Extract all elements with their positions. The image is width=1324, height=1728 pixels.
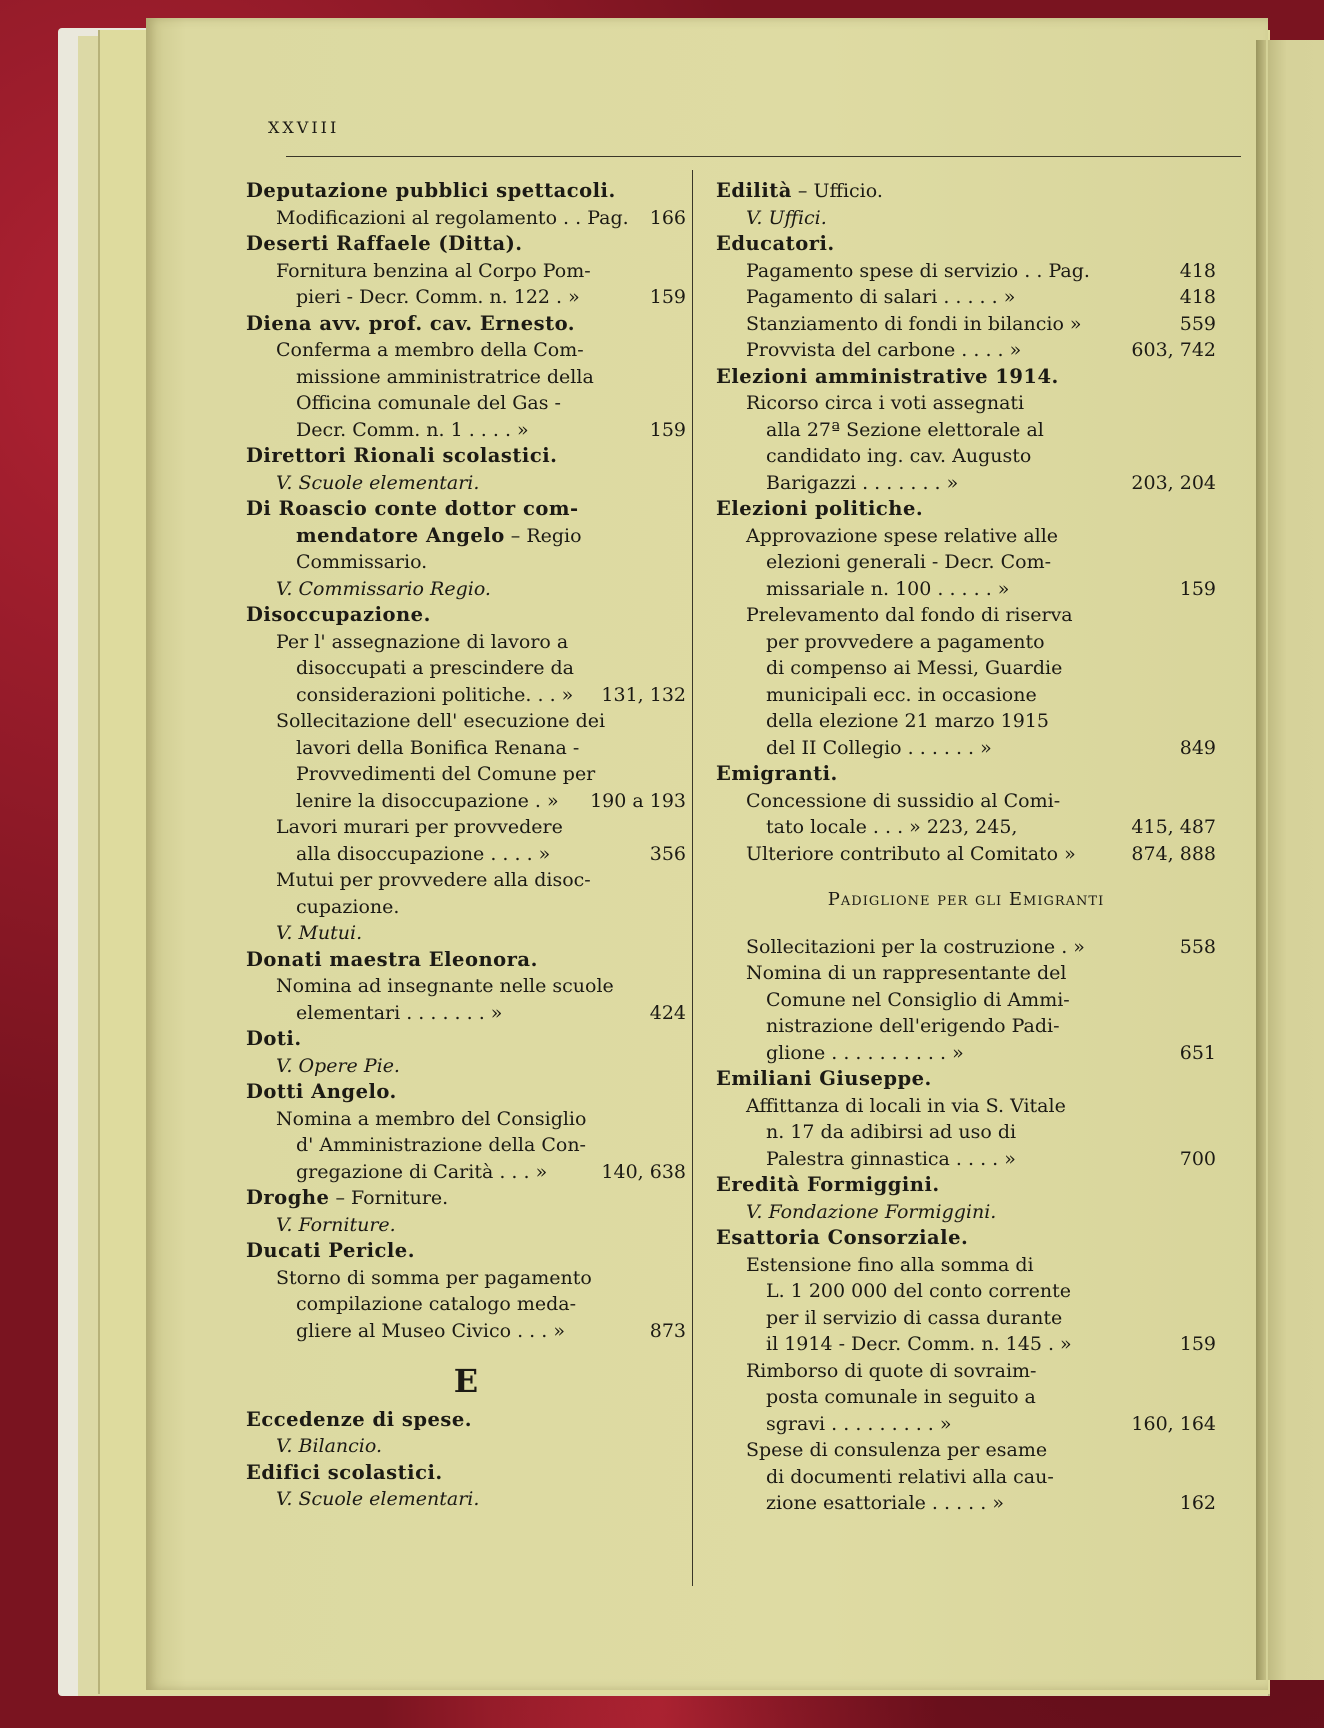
entry-text: per provvedere a pagamento xyxy=(766,630,1045,653)
index-entry xyxy=(716,231,1216,364)
entry-text: n. 17 da adibirsi ad uso di xyxy=(766,1121,1017,1143)
entry-heading: mendatore Angelo xyxy=(296,523,505,547)
entry-text: Estensione fino alla somma di xyxy=(746,1253,1034,1276)
entry-line xyxy=(246,1318,686,1345)
entry-heading: Emigranti. xyxy=(716,762,838,785)
entry-line xyxy=(716,549,1216,576)
entry-heading: Donati maestra Eleonora. xyxy=(246,947,538,971)
cross-reference: V. Scuole elementari. xyxy=(276,471,480,494)
page-reference: 166 xyxy=(649,206,686,229)
cross-reference: V. Uffici. xyxy=(746,206,827,229)
entry-heading: Diena avv. prof. cav. Ernesto. xyxy=(246,311,576,335)
page-reference: 651 xyxy=(1179,1041,1216,1064)
entry-text: alla disoccupazione . . . . » xyxy=(296,842,551,865)
entry-text: considerazioni politiche. . . » xyxy=(296,683,574,706)
page-reference: 603, 742 xyxy=(1131,339,1216,361)
entry-heading-line xyxy=(716,1066,1216,1093)
entry-heading: Emiliani Giuseppe. xyxy=(716,1067,932,1090)
page-number: XXVIII xyxy=(268,118,340,137)
entry-text: cupazione. xyxy=(296,895,400,918)
index-entry xyxy=(716,1066,1216,1172)
entry-text: di compenso ai Messi, Guardie xyxy=(766,657,1063,679)
entry-text: tato locale . . . » 223, 245, xyxy=(766,816,1018,838)
entry-heading-line xyxy=(716,178,1216,205)
entry-line xyxy=(246,894,686,921)
cross-reference: V. Opere Pie. xyxy=(276,1054,400,1077)
entry-line xyxy=(716,960,1216,987)
entry-heading: Direttori Rionali scolastici. xyxy=(246,444,558,467)
page-reference: 159 xyxy=(649,286,686,308)
entry-text: per il servizio di cassa durante xyxy=(766,1306,1063,1329)
page-reference: 559 xyxy=(1179,312,1216,335)
right-column xyxy=(716,178,1216,1517)
entry-text: Ulteriore contributo al Comitato » xyxy=(746,842,1076,865)
page-reference: 700 xyxy=(1179,1147,1216,1170)
entry-heading-line xyxy=(246,523,686,550)
entry-heading: Droghe xyxy=(246,1186,330,1209)
entry-text: gliere al Museo Civico . . . » xyxy=(296,1319,565,1342)
entry-line xyxy=(716,1358,1216,1385)
entry-heading-line xyxy=(246,1185,686,1212)
entry-text: zione esattoriale . . . . . » xyxy=(766,1492,1004,1514)
entry-heading: Eredità Formiggini. xyxy=(716,1173,940,1196)
entry-line xyxy=(716,1278,1216,1305)
entry-text: Nomina di un rappresentante del xyxy=(746,962,1067,984)
entry-line xyxy=(716,390,1216,417)
entry-text: Stanziamento di fondi in bilancio » xyxy=(746,312,1082,335)
entry-heading-line xyxy=(246,602,686,629)
entry-text: Comune nel Consiglio di Ammi- xyxy=(766,988,1070,1011)
entry-line xyxy=(716,1411,1216,1438)
entry-text: Ricorso circa i voti assegnati xyxy=(746,392,1025,414)
index-entry xyxy=(716,1172,1216,1225)
index-entry xyxy=(246,602,686,947)
entry-text: compilazione catalogo meda- xyxy=(296,1293,577,1315)
entry-text: Fornitura benzina al Corpo Pom- xyxy=(276,259,591,282)
page-reference: 190 a 193 xyxy=(590,789,686,812)
entry-text: Pagamento spese di servizio . . Pag. xyxy=(746,259,1090,282)
entry-heading: Esattoria Consorziale. xyxy=(716,1226,969,1249)
entry-text: del II Collegio . . . . . . » xyxy=(766,736,992,759)
entry-heading: Dotti Angelo. xyxy=(246,1080,397,1103)
entry-text: disoccupati a prescindere da xyxy=(296,657,575,679)
entry-line xyxy=(246,682,686,709)
entry-line xyxy=(246,1159,686,1186)
index-entry xyxy=(246,1238,686,1344)
entry-line xyxy=(716,1464,1216,1491)
page-gutter-shadow xyxy=(1256,40,1266,1680)
entry-heading-line xyxy=(246,947,686,974)
entry-text: Concessione di sussidio al Comi- xyxy=(746,789,1061,812)
entry-line xyxy=(246,1106,686,1133)
entry-line xyxy=(716,443,1216,470)
entry-line xyxy=(716,311,1216,338)
entry-line xyxy=(716,417,1216,444)
entry-line xyxy=(246,1132,686,1159)
entry-line xyxy=(246,973,686,1000)
book-page xyxy=(146,18,1268,1690)
entry-line xyxy=(716,987,1216,1014)
entry-heading: Eccedenze di spese. xyxy=(246,1407,473,1431)
entry-text: Provvista del carbone . . . . » xyxy=(746,339,1022,361)
entry-text: municipali ecc. in occasione xyxy=(766,683,1037,706)
entry-line xyxy=(716,284,1216,311)
index-entry xyxy=(716,1225,1216,1517)
page-reference: 131, 132 xyxy=(601,683,686,706)
entry-text: Nomina ad insegnante nelle scuole xyxy=(276,975,614,997)
entry-heading-tail: – Ufficio. xyxy=(791,180,883,202)
entry-heading-line xyxy=(246,1238,686,1265)
entry-text: Nomina a membro del Consiglio xyxy=(276,1107,587,1130)
entry-text: Sollecitazioni per la costruzione . » xyxy=(746,935,1085,958)
entry-heading-line xyxy=(716,496,1216,523)
page-reference: 415, 487 xyxy=(1131,816,1216,838)
entry-text: di documenti relativi alla cau- xyxy=(766,1465,1054,1488)
entry-line xyxy=(716,1119,1216,1146)
entry-text: Decr. Comm. n. 1 . . . . » xyxy=(296,418,529,441)
entry-line xyxy=(246,867,686,894)
entry-heading: Doti. xyxy=(246,1027,302,1050)
entry-text: Officina comunale del Gas - xyxy=(296,392,561,414)
entry-text: alla 27ª Sezione elettorale al xyxy=(766,418,1044,441)
entry-text: elementari . . . . . . . » xyxy=(296,1001,503,1024)
entry-text: lavori della Bonifica Renana - xyxy=(296,736,580,759)
index-entry xyxy=(716,178,1216,231)
entry-line xyxy=(716,1146,1216,1173)
entry-line xyxy=(246,629,686,656)
cross-reference: V. Scuole elementari. xyxy=(276,1488,480,1510)
page-reference: 140, 638 xyxy=(601,1160,686,1183)
entry-text: gregazione di Carità . . . » xyxy=(296,1160,548,1183)
entry-line xyxy=(716,788,1216,815)
entry-line xyxy=(716,1490,1216,1517)
entry-text: Commissario. xyxy=(296,551,428,573)
entry-line xyxy=(716,682,1216,709)
entry-heading: Edilità xyxy=(716,179,792,202)
entry-heading: Elezioni politiche. xyxy=(716,497,924,520)
entry-heading: Disoccupazione. xyxy=(246,603,431,626)
entry-heading-line xyxy=(716,1172,1216,1199)
column-divider xyxy=(692,170,693,1586)
index-entry xyxy=(246,947,686,1027)
entry-heading: Deputazione pubblici spettacoli. xyxy=(246,179,616,202)
index-entry xyxy=(716,934,1216,1067)
entry-line xyxy=(246,841,686,868)
entry-line xyxy=(246,655,686,682)
header-rule xyxy=(286,156,1241,157)
index-entry xyxy=(246,178,686,231)
entry-text: Lavori murari per provvedere xyxy=(276,816,563,838)
entry-line xyxy=(716,1252,1216,1279)
cross-reference: V. Forniture. xyxy=(276,1213,396,1236)
entry-heading-line xyxy=(246,1079,686,1106)
entry-line xyxy=(716,576,1216,603)
page-reference: 356 xyxy=(649,842,686,865)
index-entry xyxy=(246,1407,686,1460)
page-reference: 418 xyxy=(1179,286,1216,308)
entry-text: Mutui per provvedere alla disoc- xyxy=(276,869,591,891)
cross-reference: V. Fondazione Formiggini. xyxy=(746,1200,997,1223)
page-reference: 874, 888 xyxy=(1131,842,1216,865)
page-reference: 558 xyxy=(1179,935,1216,958)
index-entry xyxy=(716,496,1216,761)
entry-line xyxy=(246,364,686,391)
entry-line xyxy=(246,1053,686,1080)
entry-line xyxy=(246,788,686,815)
entry-text: Palestra ginnastica . . . . » xyxy=(766,1147,1016,1170)
entry-heading-line xyxy=(716,761,1216,788)
entry-text: Barigazzi . . . . . . . » xyxy=(766,471,959,494)
cross-reference: V. Commissario Regio. xyxy=(276,577,491,600)
entry-line xyxy=(716,258,1216,285)
index-entry xyxy=(246,311,686,444)
entry-text: posta comunale in seguito a xyxy=(766,1386,1036,1408)
entry-text: missione amministratrice della xyxy=(296,365,594,388)
entry-text: candidato ing. cav. Augusto xyxy=(766,445,1032,467)
index-entry xyxy=(246,443,686,496)
entry-line xyxy=(246,814,686,841)
cross-reference: V. Mutui. xyxy=(276,922,363,944)
entry-heading-line xyxy=(246,496,686,523)
entry-line xyxy=(716,629,1216,656)
page-reference: 873 xyxy=(649,1319,686,1342)
index-entry xyxy=(246,1079,686,1185)
entry-line xyxy=(246,258,686,285)
entry-text: Rimborso di quote di sovraim- xyxy=(746,1359,1037,1382)
entry-heading-line xyxy=(246,1460,686,1487)
entry-heading-line xyxy=(246,443,686,470)
entry-line xyxy=(716,1013,1216,1040)
entry-line xyxy=(246,417,686,444)
entry-heading-line xyxy=(246,231,686,258)
entry-line xyxy=(716,1305,1216,1332)
index-entry xyxy=(716,364,1216,497)
entry-line xyxy=(716,470,1216,497)
entry-text: Pagamento di salari . . . . . » xyxy=(746,286,1016,308)
entry-heading-tail: – Regio xyxy=(504,524,582,547)
entry-line xyxy=(716,1437,1216,1464)
entry-line xyxy=(716,841,1216,868)
page-reference: 162 xyxy=(1179,1492,1216,1514)
entry-heading: Deserti Raffaele (Ditta). xyxy=(246,232,523,255)
entry-line xyxy=(246,735,686,762)
entry-text: nistrazione dell'erigendo Padi- xyxy=(766,1015,1060,1037)
entry-line xyxy=(246,549,686,576)
entry-text: Modificazioni al regolamento . . Pag. xyxy=(276,206,629,229)
entry-heading-line xyxy=(246,311,686,338)
entry-heading-line xyxy=(246,178,686,205)
entry-line xyxy=(716,337,1216,364)
entry-text: Prelevamento dal fondo di riserva xyxy=(746,604,1073,626)
page-reference: 159 xyxy=(1179,1333,1216,1355)
page-reference: 418 xyxy=(1179,259,1216,282)
entry-line xyxy=(716,602,1216,629)
entry-heading-line xyxy=(246,1407,686,1434)
entry-heading-tail: – Forniture. xyxy=(329,1187,449,1209)
index-entry xyxy=(246,1026,686,1079)
entry-line xyxy=(716,934,1216,961)
entry-line xyxy=(246,761,686,788)
entry-line xyxy=(716,1199,1216,1226)
entry-line xyxy=(246,337,686,364)
entry-line xyxy=(246,1291,686,1318)
entry-text: pieri - Decr. Comm. n. 122 . » xyxy=(296,286,580,308)
next-page-edge xyxy=(1262,40,1324,1680)
entry-text: sgravi . . . . . . . . . » xyxy=(766,1412,952,1435)
entry-text: Approvazione spese relative alle xyxy=(746,524,1059,547)
entry-line xyxy=(246,708,686,735)
entry-line xyxy=(246,284,686,311)
entry-heading: Di Roascio conte dottor com- xyxy=(246,497,579,520)
page-reference: 203, 204 xyxy=(1131,471,1216,494)
entry-line xyxy=(716,1331,1216,1358)
index-entry xyxy=(716,761,1216,867)
entry-heading-line xyxy=(716,1225,1216,1252)
entry-text: Storno di somma per pagamento xyxy=(276,1266,592,1289)
entry-line xyxy=(246,576,686,603)
entry-line xyxy=(716,708,1216,735)
entry-line xyxy=(716,814,1216,841)
page-reference: 159 xyxy=(1179,577,1216,600)
index-entry xyxy=(246,1185,686,1238)
cross-reference: V. Bilancio. xyxy=(276,1435,383,1457)
entry-text: Provvedimenti del Comune per xyxy=(296,763,596,785)
entry-line xyxy=(246,920,686,947)
entry-heading-line xyxy=(716,231,1216,258)
entry-line xyxy=(246,1433,686,1460)
subsection-title: Padiglione per gli Emigranti xyxy=(827,889,1105,910)
entry-line xyxy=(246,390,686,417)
entry-line xyxy=(716,523,1216,550)
entry-text: Per l' assegnazione di lavoro a xyxy=(276,630,569,653)
entry-text: glione . . . . . . . . . . » xyxy=(766,1041,964,1064)
entry-line xyxy=(716,205,1216,232)
entry-line xyxy=(716,1093,1216,1120)
entry-heading-line xyxy=(716,364,1216,391)
entry-text: missariale n. 100 . . . . . » xyxy=(766,577,1010,600)
entry-line xyxy=(246,470,686,497)
entry-heading: Elezioni amministrative 1914. xyxy=(716,364,1059,388)
page-reference: 160, 164 xyxy=(1131,1412,1216,1435)
entry-line xyxy=(716,1040,1216,1067)
index-entry xyxy=(246,1460,686,1513)
entry-text: della elezione 21 marzo 1915 xyxy=(766,710,1050,732)
section-letter: E xyxy=(453,1362,479,1400)
entry-heading: Edifici scolastici. xyxy=(246,1460,443,1484)
entry-line xyxy=(246,205,686,232)
entry-text: il 1914 - Decr. Comm. n. 145 . » xyxy=(766,1333,1072,1355)
entry-text: Spese di consulenza per esame xyxy=(746,1439,1048,1461)
entry-text: d' Amministrazione della Con- xyxy=(296,1134,586,1156)
page-reference: 849 xyxy=(1179,736,1216,759)
entry-text: lenire la disoccupazione . » xyxy=(296,789,559,812)
index-entry xyxy=(246,231,686,311)
entry-text: L. 1 200 000 del conto corrente xyxy=(766,1280,1071,1302)
entry-text: Sollecitazione dell' esecuzione dei xyxy=(276,710,606,732)
entry-heading-line xyxy=(246,1026,686,1053)
page-reference: 159 xyxy=(649,418,686,441)
entry-line xyxy=(246,1486,686,1513)
entry-line xyxy=(246,1212,686,1239)
entry-line xyxy=(716,735,1216,762)
entry-text: elezioni generali - Decr. Com- xyxy=(766,551,1051,573)
entry-line xyxy=(716,655,1216,682)
entry-line xyxy=(716,1384,1216,1411)
index-entry xyxy=(246,496,686,602)
entry-line xyxy=(246,1000,686,1027)
page-reference: 424 xyxy=(649,1001,686,1024)
entry-line xyxy=(246,1265,686,1292)
entry-text: Conferma a membro della Com- xyxy=(276,339,584,361)
entry-heading: Educatori. xyxy=(716,232,835,255)
entry-text: Affittanza di locali in via S. Vitale xyxy=(746,1094,1066,1117)
entry-heading: Ducati Pericle. xyxy=(246,1239,416,1262)
left-column xyxy=(246,178,686,1513)
